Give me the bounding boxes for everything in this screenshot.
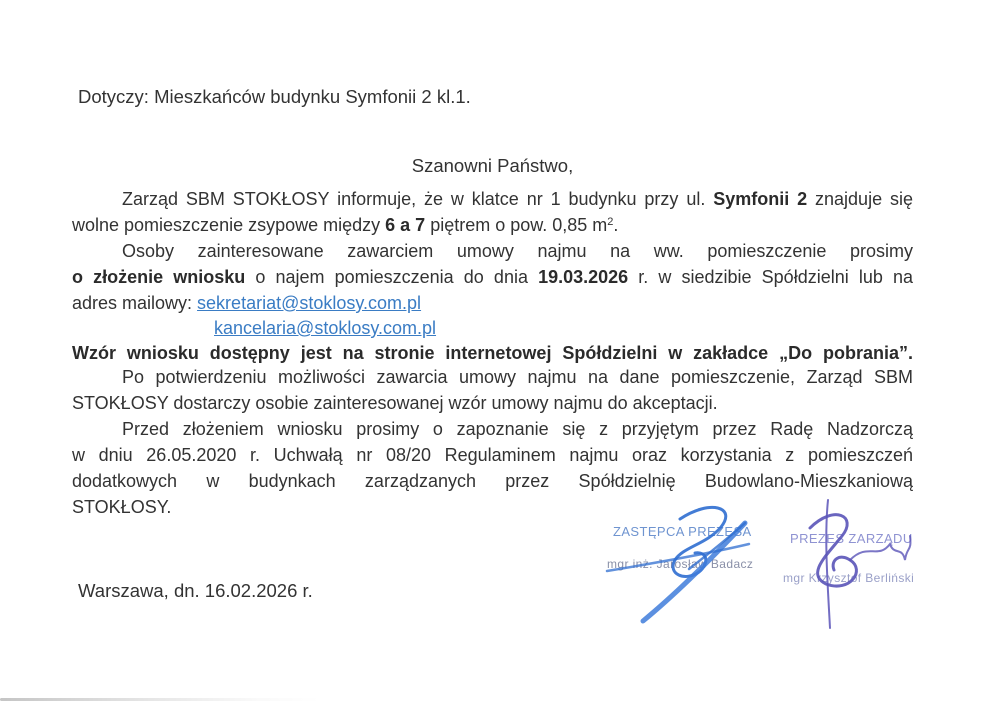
paragraph-3-line-2: STOKŁOSY dostarczy osobie zainteresowanej wzór umowy najmu do akceptacji. [72,393,718,413]
text-run: adres mailowy: [72,293,198,313]
paragraph-2-line-2 [72,264,913,290]
paragraph-3-line-1: Po potwierdzeniu możliwości zawarcia umowy najmu na dane pomieszczenie, Zarząd SBM [122,367,913,387]
text-run-bold: 6 a 7 [385,215,426,235]
text-run: wolne pomieszczenie zsypowe między [72,215,386,235]
paragraph-4-line-3: dodatkowych w budynkach zarządzanych przez Spółdzielnię Budowlano-Mieszkaniową [72,471,913,491]
scan-artifact-line [0,698,320,701]
paragraph-4-line-1: Przed złożeniem wniosku prosimy o zapoznanie się z przyjętym przez Radę Nadzorczą [122,419,913,439]
email-link-kancelaria[interactable]: kancelaria@stoklosy.com.pl [214,318,437,338]
paragraph-4-line-4: STOKŁOSY. [72,497,172,517]
text-run: Zarząd SBM STOKŁOSY informuje, że w klatce nr 1 budynku przy ul. [122,189,714,209]
paragraph-1-line-1 [72,186,913,212]
subject-line: Dotyczy: Mieszkańców budynku Symfonii 2 kl.1. [78,86,471,107]
paragraph-2-line-3 [72,290,913,316]
stamp-name-deputy-president: mgr inż. Jarosław Badacz [607,557,754,571]
text-run-bold: Symfonii 2 [713,189,808,209]
text-run: znajduje się [807,189,913,209]
email-link-sekretariat[interactable]: sekretariat@stoklosy.com.pl [197,293,422,313]
text-run: o najem pomieszczenia do dnia [245,267,539,287]
paragraph-2-line-1: Osoby zainteresowane zawarciem umowy najmu na ww. pomieszczenie prosimy [122,241,913,261]
notice-line: Wzór wniosku dostępny jest na stronie internetowej Spółdzielni w zakładce „Do pobrania”. [72,343,913,363]
stamp-title-president: PREZES ZARZĄDU [790,531,913,546]
email-line-kancelaria [214,315,436,341]
text-run-bold: 19.03.2026 [538,267,629,287]
date-line: Warszawa, dn. 16.02.2026 r. [78,580,313,601]
paragraph-4-line-2: w dniu 26.05.2020 r. Uchwałą nr 08/20 Regulaminem najmu oraz korzystania z pomieszczeń [72,445,913,465]
handwritten-signature-right [786,494,926,639]
handwritten-signature-left [595,497,775,637]
text-run-bold: o złożenie wniosku [72,267,246,287]
text-run: r. w siedzibie Spółdzielni lub na [628,267,913,287]
salutation: Szanowni Państwo, [411,155,574,176]
superscript: 2 [607,216,614,228]
text-run: piętrem o pow. 0,85 m [425,215,608,235]
paragraph-1-line-2 [72,212,913,238]
stamp-name-president: mgr Krzysztof Berliński [783,571,915,585]
stamp-title-deputy-president: ZASTĘPCA PREZESA [613,524,752,539]
text-run: . [613,215,619,235]
